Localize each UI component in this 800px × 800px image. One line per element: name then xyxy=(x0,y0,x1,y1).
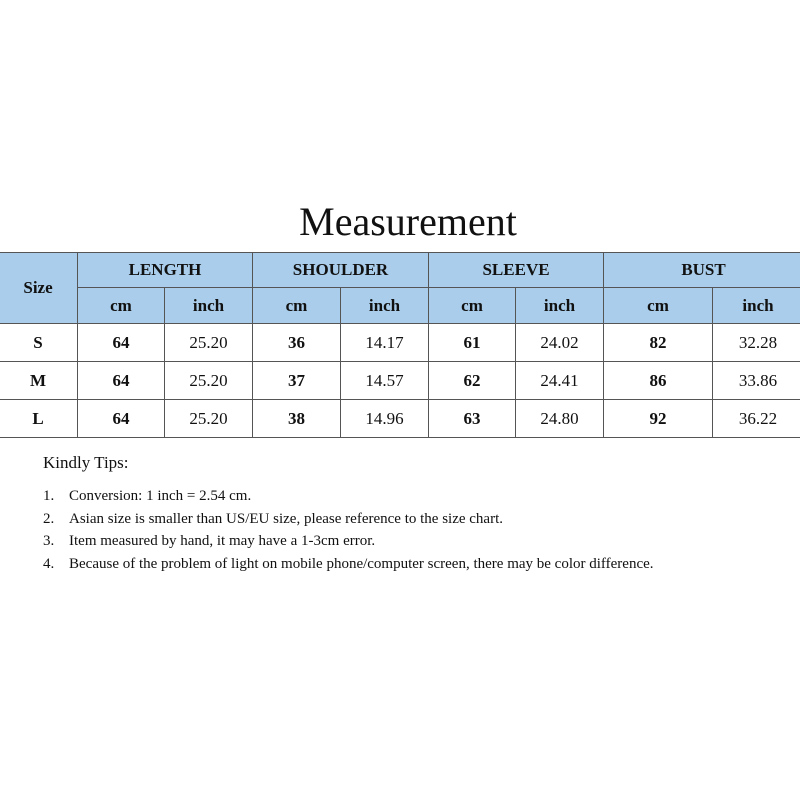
table-row xyxy=(0,324,800,362)
list-item xyxy=(43,530,743,553)
length-cm-header: cm xyxy=(78,288,165,324)
bust-cm-header: cm xyxy=(604,288,713,324)
list-item-text: Conversion: 1 inch = 2.54 cm. xyxy=(69,488,252,504)
length-inch-cell: 25.20 xyxy=(165,362,253,400)
shoulder-cm-cell: 36 xyxy=(253,324,341,362)
sleeve-cm-header: cm xyxy=(429,288,516,324)
list-item-text: Item measured by hand, it may have a 1-3cm error. xyxy=(69,533,376,549)
bust-inch-cell: 32.28 xyxy=(713,324,800,362)
sleeve-inch-cell: 24.02 xyxy=(516,324,604,362)
kindly-tips-section xyxy=(43,451,743,575)
size-column-header: Size xyxy=(0,253,78,324)
length-cm-cell: 64 xyxy=(78,400,165,438)
list-item-number: 4. xyxy=(43,555,55,572)
list-item-number: 3. xyxy=(43,533,55,549)
length-inch-header: inch xyxy=(165,288,253,324)
sleeve-cm-cell: 62 xyxy=(429,362,516,400)
list-item-number: 2. xyxy=(43,510,55,527)
size-chart-table xyxy=(0,252,800,438)
list-item-text: Asian size is smaller than US/EU size, please reference to the size chart. xyxy=(69,510,503,527)
tips-title: Kindly Tips: xyxy=(43,453,129,472)
shoulder-inch-header: inch xyxy=(341,288,429,324)
shoulder-inch-cell: 14.17 xyxy=(341,324,429,362)
length-group-header: LENGTH xyxy=(78,253,253,288)
shoulder-inch-cell: 14.57 xyxy=(341,362,429,400)
sleeve-inch-cell: 24.41 xyxy=(516,362,604,400)
shoulder-cm-cell: 37 xyxy=(253,362,341,400)
list-item xyxy=(43,485,743,508)
length-cm-cell: 64 xyxy=(78,324,165,362)
length-inch-cell: 25.20 xyxy=(165,324,253,362)
table-row xyxy=(0,400,800,438)
sleeve-group-header: SLEEVE xyxy=(429,253,604,288)
bust-cm-cell: 82 xyxy=(604,324,713,362)
sleeve-cm-cell: 61 xyxy=(429,324,516,362)
sleeve-inch-header: inch xyxy=(516,288,604,324)
page-title: Measurement xyxy=(299,199,517,244)
size-cell: M xyxy=(0,362,78,400)
shoulder-cm-cell: 38 xyxy=(253,400,341,438)
size-cell: L xyxy=(0,400,78,438)
sleeve-inch-cell: 24.80 xyxy=(516,400,604,438)
length-inch-cell: 25.20 xyxy=(165,400,253,438)
shoulder-group-header: SHOULDER xyxy=(253,253,429,288)
list-item-number: 1. xyxy=(43,488,55,504)
bust-group-header: BUST xyxy=(604,253,800,288)
table-header-unit-row xyxy=(0,288,800,324)
shoulder-inch-cell: 14.96 xyxy=(341,400,429,438)
bust-inch-cell: 33.86 xyxy=(713,362,800,400)
bust-inch-header: inch xyxy=(713,288,800,324)
bust-inch-cell: 36.22 xyxy=(713,400,800,438)
bust-cm-cell: 92 xyxy=(604,400,713,438)
table-row xyxy=(0,362,800,400)
list-item-text: Because of the problem of light on mobile phone/computer screen, there may be color difference. xyxy=(69,555,654,572)
sleeve-cm-cell: 63 xyxy=(429,400,516,438)
list-item xyxy=(43,508,743,531)
table-header-group-row xyxy=(0,253,800,288)
shoulder-cm-header: cm xyxy=(253,288,341,324)
length-cm-cell: 64 xyxy=(78,362,165,400)
tips-list xyxy=(43,485,743,575)
size-cell: S xyxy=(0,324,78,362)
list-item xyxy=(43,553,743,576)
bust-cm-cell: 86 xyxy=(604,362,713,400)
